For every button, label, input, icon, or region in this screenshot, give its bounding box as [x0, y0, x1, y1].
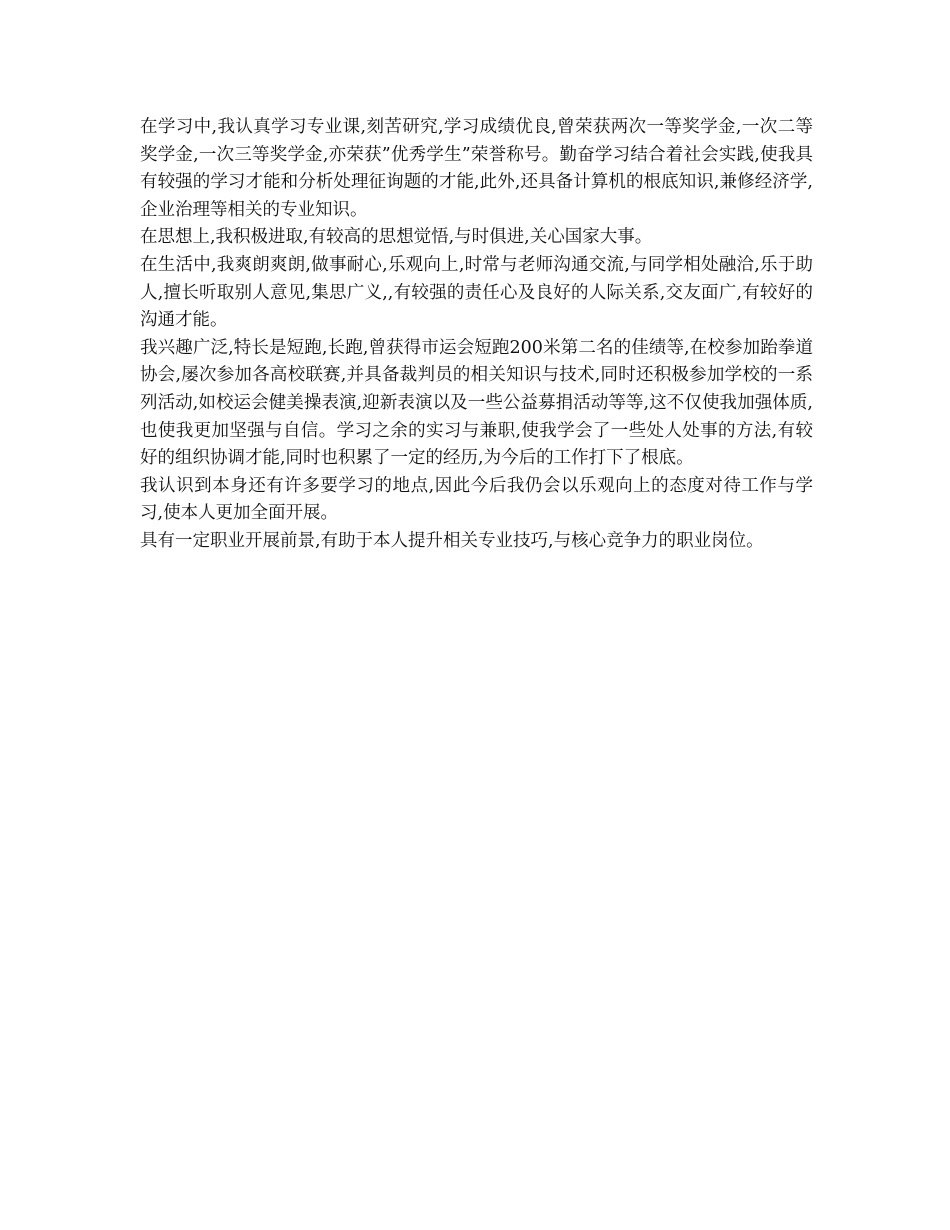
paragraph-thought: 在思想上,我积极进取,有较高的思想觉悟,与时俱进,关心国家大事。: [140, 227, 653, 248]
paragraph-study: 在学习中,我认真学习专业课,刻苦研究,学习成绩优良,曾荣获两次一等奖学金,一次二等奖学金,一次三等奖学金,亦荣获”优秀学生”荣誉称号。勤奋学习结合着社会实践,使我具有较强的学习才能和分析处理征询题的才能,此外,还具备计算机的根底知识,兼修经济学,企业治理等相关的专业知识。: [140, 117, 813, 220]
paragraph-self-awareness: 我认识到本身还有许多要学习的地点,因此今后我仍会以乐观向上的态度对待工作与学习,使本人更加全面开展。: [140, 475, 813, 524]
paragraph-interests: 我兴趣广泛,特长是短跑,长跑,曾获得市运会短跑200米第二名的佳绩等,在校参加跆拳道协会,屡次参加各高校联赛,并具备裁判员的相关知识与技术,同时还积极参加学校的一系列活动,如校运会健美操表演,迎新表演以及一些公益募捐活动等等,这不仅使我加强体质,也使我更加坚强与自信。学习之余的实习与兼职,使我学会了一些处人处事的方法,有较好的组织协调才能,同时也积累了一定的经历,为今后的工作打下了根底。: [140, 337, 813, 469]
document-body: [140, 114, 813, 556]
paragraph-life: 在生活中,我爽朗爽朗,做事耐心,乐观向上,时常与老师沟通交流,与同学相处融洽,乐于助人,擅长听取别人意见,集思广义,,有较强的责任心及良好的人际关系,交友面广,有较好的沟通才能。: [140, 254, 813, 331]
paragraph-career-goal: 具有一定职业开展前景,有助于本人提升相关专业技巧,与核心竞争力的职业岗位。: [140, 530, 764, 551]
